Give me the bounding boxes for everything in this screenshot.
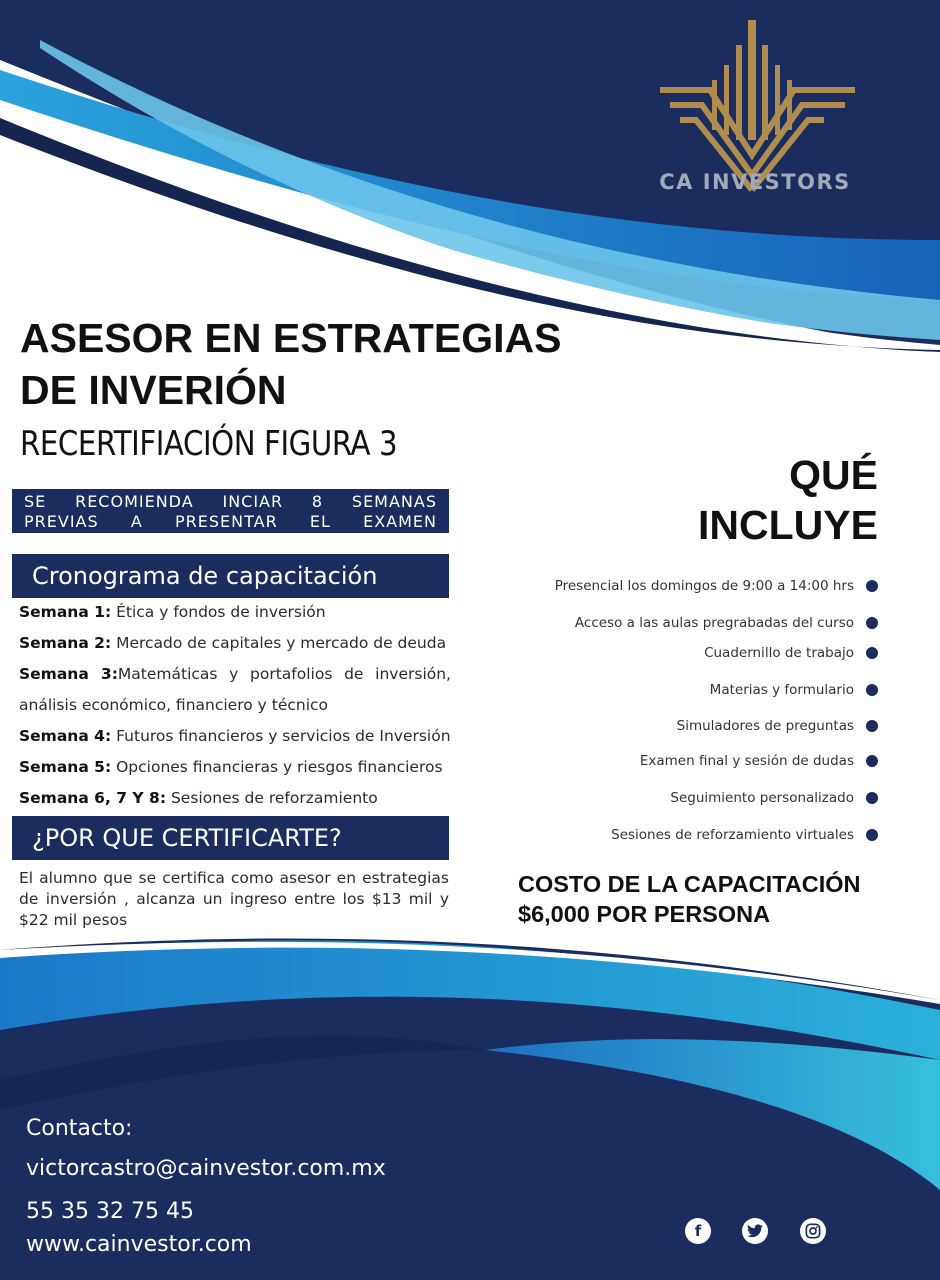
schedule-heading: Cronograma de capacitación <box>12 554 449 598</box>
includes-title-line-1: QUÉ <box>789 452 878 498</box>
recommendation-line-2: PREVIAS A PRESENTAR EL EXAMEN <box>24 512 437 531</box>
schedule-week-3-continuation: análisis económico, financiero y técnico <box>19 696 329 714</box>
schedule-week-3 <box>19 659 451 690</box>
includes-item <box>518 753 878 769</box>
includes-item-text: Presencial los domingos de 9:00 a 14:00 hrs <box>554 578 854 594</box>
cost-label: COSTO DE LA CAPACITACIÓN <box>518 871 861 897</box>
bullet-dot-icon <box>866 792 878 804</box>
contact-email-link[interactable]: victorcastro@cainvestor.com.mx <box>26 1156 386 1181</box>
week-label: Semana 2: <box>19 634 112 652</box>
schedule-week-2 <box>19 628 451 659</box>
includes-title <box>698 450 878 550</box>
week-text: Ética y fondos de inversión <box>111 603 326 621</box>
includes-item <box>518 827 878 843</box>
why-certify-text: El alumno que se certifica como asesor en estrategias de inversión , alcanza un ingreso entre los $13 mil y $22 mil pesos <box>19 869 449 929</box>
twitter-icon[interactable] <box>742 1218 768 1244</box>
title-line-1: ASESOR EN ESTRATEGIAS <box>20 315 562 361</box>
includes-item <box>518 682 878 698</box>
includes-item-text: Seguimiento personalizado <box>670 790 854 806</box>
schedule-list <box>19 597 451 814</box>
schedule-week-6-8 <box>19 783 451 814</box>
includes-title-line-2: INCLUYE <box>698 502 878 548</box>
week-text: Sesiones de reforzamiento <box>166 789 378 807</box>
week-text: Opciones financieras y riesgos financieros <box>111 758 443 776</box>
includes-item <box>518 578 878 594</box>
week-text: Matemáticas y portafolios de inversión, <box>117 665 451 683</box>
bullet-dot-icon <box>866 684 878 696</box>
includes-item-text: Sesiones de reforzamiento virtuales <box>611 827 854 843</box>
week-label: Semana 5: <box>19 758 112 776</box>
facebook-icon[interactable]: f <box>685 1218 711 1244</box>
cost-block <box>518 869 861 929</box>
includes-item-text: Acceso a las aulas pregrabadas del curso <box>574 615 854 631</box>
includes-item-text: Simuladores de preguntas <box>676 718 854 734</box>
week-label: Semana 3: <box>19 665 118 683</box>
week-label: Semana 6, 7 Y 8: <box>19 789 167 807</box>
includes-item-text: Examen final y sesión de dudas <box>639 753 854 769</box>
why-certify-heading: ¿POR QUE CERTIFICARTE? <box>12 816 449 860</box>
includes-item <box>518 718 878 734</box>
bullet-dot-icon <box>866 617 878 629</box>
includes-item <box>518 790 878 806</box>
twitter-bird-icon <box>747 1224 763 1238</box>
bullet-dot-icon <box>866 580 878 592</box>
bullet-dot-icon <box>866 720 878 732</box>
bullet-dot-icon <box>866 829 878 841</box>
logo-text: CA INVESTORS <box>659 170 851 194</box>
schedule-week-5 <box>19 752 451 783</box>
includes-item-text: Materias y formulario <box>709 682 854 698</box>
page-subtitle: RECERTIFIACIÓN FIGURA 3 <box>20 424 398 464</box>
ca-investors-logo <box>650 20 865 195</box>
instagram-glyph-icon <box>805 1223 821 1239</box>
contact-website-link[interactable]: www.cainvestor.com <box>26 1232 252 1257</box>
title-line-2: DE INVERIÓN <box>20 367 287 413</box>
week-label: Semana 1: <box>19 603 112 621</box>
week-label: Semana 4: <box>19 727 112 745</box>
includes-item <box>518 645 878 661</box>
week-text: Futuros financieros y servicios de Inversión <box>111 727 451 745</box>
includes-item-text: Cuadernillo de trabajo <box>704 645 854 661</box>
schedule-week-1 <box>19 597 451 628</box>
week-text: Mercado de capitales y mercado de deuda <box>111 634 447 652</box>
contact-label: Contacto: <box>26 1116 133 1141</box>
cost-price: $6,000 POR PERSONA <box>518 901 771 927</box>
recommendation-banner <box>12 489 449 533</box>
bullet-dot-icon <box>866 647 878 659</box>
bullet-dot-icon <box>866 755 878 767</box>
includes-item <box>518 615 878 631</box>
schedule-week-4 <box>19 721 451 752</box>
contact-phone[interactable]: 55 35 32 75 45 <box>26 1199 194 1224</box>
instagram-icon[interactable] <box>800 1218 826 1244</box>
page-title <box>20 312 561 416</box>
recommendation-line-1: SE RECOMIENDA INCIAR 8 SEMANAS <box>24 492 437 511</box>
